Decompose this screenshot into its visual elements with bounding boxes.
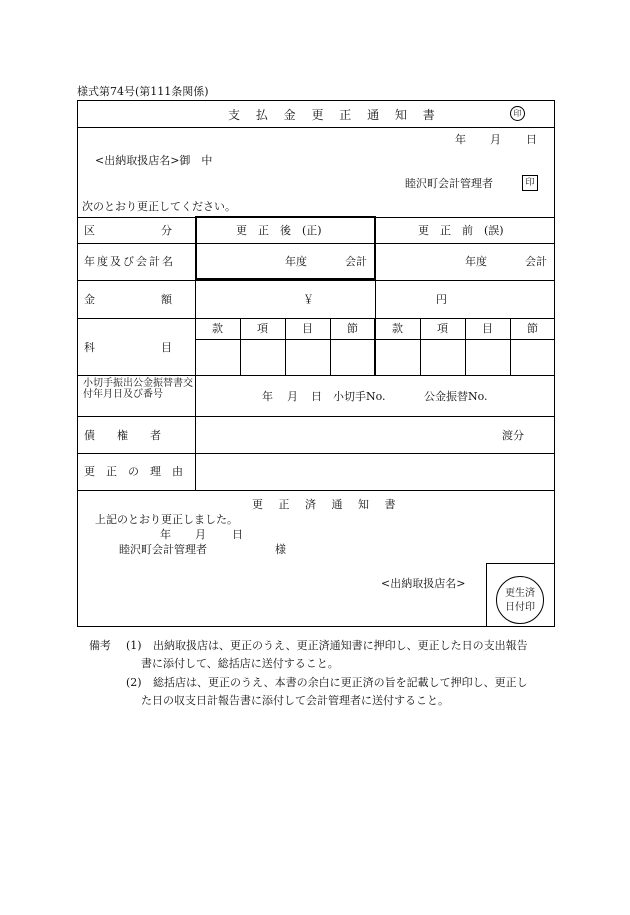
- kubun-label: 区 分: [84, 224, 172, 237]
- fiscal-account-after: 会計: [345, 255, 367, 268]
- completion-date-month: 月: [195, 528, 206, 541]
- stamp-line-1: 更生済: [505, 588, 535, 599]
- subject-label: 科 目: [84, 341, 172, 354]
- subject-col-6: 項: [437, 322, 448, 335]
- rule-subject-c6: [465, 318, 466, 375]
- amount-label: 金 額: [84, 293, 172, 306]
- check-year: 年: [262, 390, 273, 403]
- instruction-text: 次のとおり更正してください。: [82, 200, 236, 213]
- header-date-year: 年: [455, 133, 466, 146]
- after-label: 更 正 後 (正): [236, 224, 322, 237]
- completion-to: 睦沢町会計管理者: [119, 543, 207, 556]
- creditor-label: 債 権 者: [84, 429, 161, 442]
- rule-after-before-thick: [374, 318, 376, 375]
- rule-creditor-bottom: [77, 453, 555, 454]
- rule-amount-bottom: [77, 318, 555, 319]
- subject-col-4: 節: [347, 322, 358, 335]
- date-stamp-circle: [496, 576, 544, 624]
- rule-subject-c3: [330, 318, 331, 375]
- subject-col-1: 款: [212, 322, 223, 335]
- completion-date-year: 年: [160, 528, 171, 541]
- rule-subject-c7: [510, 318, 511, 375]
- fiscal-year-after: 年度: [285, 255, 307, 268]
- check-label: 小切手振出公金振替書交付年月日及び番号: [83, 378, 193, 400]
- rule-check-bottom: [77, 416, 555, 417]
- fiscal-year-before: 年度: [465, 255, 487, 268]
- maru-seal-icon: 印: [510, 106, 525, 121]
- rule-title-bottom: [77, 127, 555, 128]
- form-title: 支 払 金 更 正 通 知 書: [228, 108, 441, 122]
- check-month: 月: [287, 390, 298, 403]
- form-number-label: 様式第74号(第111条関係): [77, 85, 209, 98]
- note-1-number: (1): [126, 639, 142, 652]
- notes-heading: 備考: [89, 639, 111, 652]
- completion-honorific: 様: [275, 543, 286, 556]
- subject-col-5: 款: [392, 322, 403, 335]
- stamp-line-2: 日付印: [505, 602, 535, 613]
- check-day: 日: [311, 390, 322, 403]
- header-date-month: 月: [490, 133, 501, 146]
- note-2-line-1: 総括店は、更正のうえ、本書の余白に更正済の旨を記載して押印し、更正し: [153, 676, 528, 689]
- rule-subject-c1: [240, 318, 241, 375]
- completion-text: 上記のとおり更正しました。: [95, 513, 238, 526]
- rule-subject-bottom: [77, 375, 555, 376]
- completion-from: <出納取扱店名>: [381, 577, 466, 590]
- rule-fiscal-bottom: [77, 280, 555, 281]
- rule-subject-c2: [285, 318, 286, 375]
- addressee: <出納取扱店名>御 中: [95, 154, 213, 167]
- fiscal-account-before: 会計: [525, 255, 547, 268]
- creditor-suffix: 渡分: [502, 429, 524, 442]
- note-1-line-1: 出納取扱店は、更正のうえ、更正済通知書に押印し、更正した日の支出報告: [153, 639, 528, 652]
- check-number-label: 小切手No.: [333, 390, 386, 403]
- transfer-number-label: 公金振替No.: [424, 390, 488, 403]
- header-date-day: 日: [526, 133, 537, 146]
- sender-seal-icon: 印: [522, 175, 538, 191]
- before-label: 更 正 前 (誤): [418, 224, 504, 237]
- reason-label: 更 正 の 理 由: [84, 465, 183, 478]
- rule-reason-bottom: [77, 490, 555, 491]
- yen-symbol: ￥: [303, 293, 314, 306]
- note-1-line-2: 書に添付して、総括店に送付すること。: [141, 657, 339, 670]
- completion-date-day: 日: [232, 528, 243, 541]
- completion-title: 更 正 済 通 知 書: [252, 498, 402, 511]
- subject-col-7: 目: [482, 322, 493, 335]
- sender-name: 睦沢町会計管理者: [405, 177, 493, 190]
- subject-col-2: 項: [257, 322, 268, 335]
- rule-subject-c5: [420, 318, 421, 375]
- subject-col-3: 目: [302, 322, 313, 335]
- note-2-number: (2): [126, 676, 142, 689]
- fiscal-label: 年度及び会計名: [84, 255, 175, 268]
- yen-unit: 円: [436, 293, 447, 306]
- subject-col-8: 節: [527, 322, 538, 335]
- note-2-line-2: た日の収支日計報告書に添付して会計管理者に送付すること。: [141, 694, 449, 707]
